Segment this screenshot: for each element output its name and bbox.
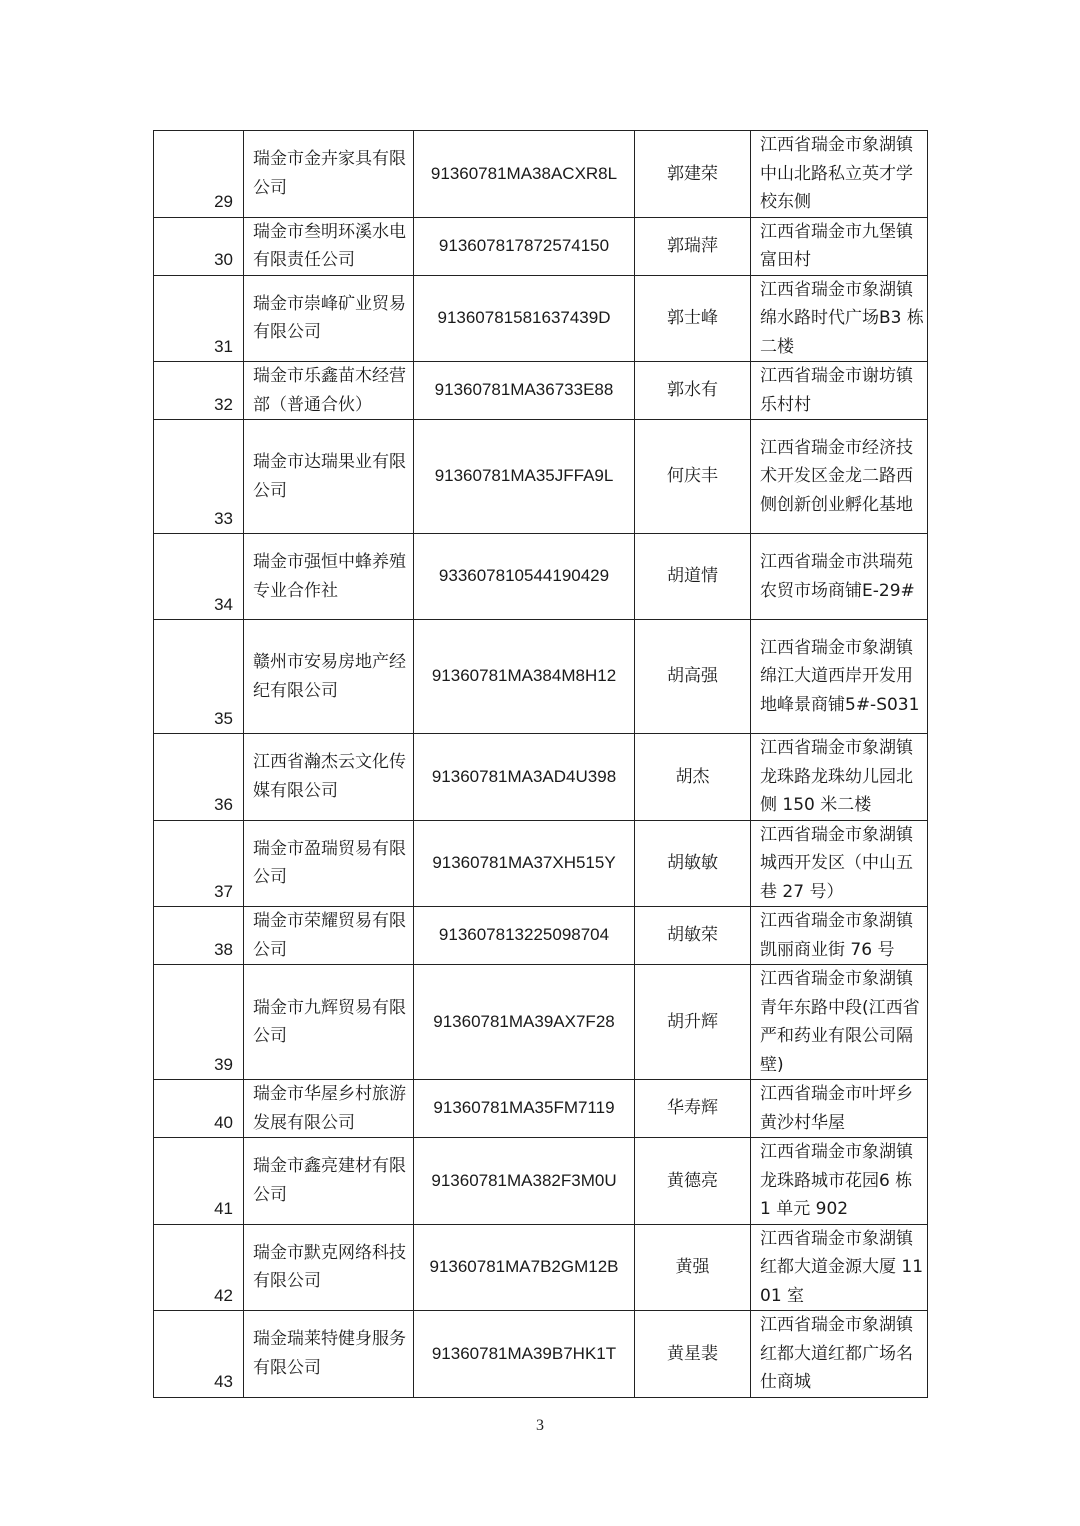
table-row bbox=[154, 534, 928, 620]
credit-code: 91360781581637439D bbox=[414, 275, 635, 362]
table-row bbox=[154, 275, 928, 362]
row-number: 35 bbox=[154, 620, 244, 734]
credit-code: 91360781MA35FM7119 bbox=[414, 1080, 635, 1138]
row-number: 29 bbox=[154, 131, 244, 218]
row-number: 34 bbox=[154, 534, 244, 620]
row-number: 33 bbox=[154, 420, 244, 534]
company-address: 江西省瑞金市象湖镇凯丽商业街 76 号 bbox=[751, 907, 928, 965]
table-row bbox=[154, 620, 928, 734]
table-row bbox=[154, 131, 928, 218]
company-name: 江西省瀚杰云文化传媒有限公司 bbox=[244, 734, 414, 821]
legal-representative: 胡敏荣 bbox=[635, 907, 751, 965]
row-number: 37 bbox=[154, 820, 244, 907]
company-name: 瑞金市盈瑞贸易有限公司 bbox=[244, 820, 414, 907]
legal-representative: 郭水有 bbox=[635, 362, 751, 420]
company-name: 瑞金市默克网络科技有限公司 bbox=[244, 1224, 414, 1311]
company-name: 瑞金市华屋乡村旅游发展有限公司 bbox=[244, 1080, 414, 1138]
company-name: 瑞金市崇峰矿业贸易有限公司 bbox=[244, 275, 414, 362]
credit-code: 91360781MA39B7HK1T bbox=[414, 1311, 635, 1398]
credit-code: 91360781MA384M8H12 bbox=[414, 620, 635, 734]
company-address: 江西省瑞金市谢坊镇乐村村 bbox=[751, 362, 928, 420]
company-name: 瑞金市鑫亮建材有限公司 bbox=[244, 1138, 414, 1225]
company-address: 江西省瑞金市经济技术开发区金龙二路西侧创新创业孵化基地 bbox=[751, 420, 928, 534]
company-name: 瑞金瑞莱特健身服务有限公司 bbox=[244, 1311, 414, 1398]
credit-code: 913607813225098704 bbox=[414, 907, 635, 965]
legal-representative: 胡道情 bbox=[635, 534, 751, 620]
legal-representative: 郭瑞萍 bbox=[635, 217, 751, 275]
table-row bbox=[154, 907, 928, 965]
company-address: 江西省瑞金市洪瑞苑农贸市场商铺E-29# bbox=[751, 534, 928, 620]
company-address: 江西省瑞金市象湖镇中山北路私立英才学校东侧 bbox=[751, 131, 928, 218]
credit-code: 91360781MA382F3M0U bbox=[414, 1138, 635, 1225]
legal-representative: 黄星裴 bbox=[635, 1311, 751, 1398]
row-number: 30 bbox=[154, 217, 244, 275]
table-row bbox=[154, 362, 928, 420]
row-number: 32 bbox=[154, 362, 244, 420]
company-name: 瑞金市乐鑫苗木经营部（普通合伙） bbox=[244, 362, 414, 420]
credit-code: 91360781MA39AX7F28 bbox=[414, 965, 635, 1080]
legal-representative: 郭士峰 bbox=[635, 275, 751, 362]
row-number: 41 bbox=[154, 1138, 244, 1225]
company-name: 瑞金市叁明环溪水电有限责任公司 bbox=[244, 217, 414, 275]
row-number: 36 bbox=[154, 734, 244, 821]
credit-code: 913607817872574150 bbox=[414, 217, 635, 275]
row-number: 31 bbox=[154, 275, 244, 362]
company-address: 江西省瑞金市九堡镇富田村 bbox=[751, 217, 928, 275]
row-number: 38 bbox=[154, 907, 244, 965]
company-address: 江西省瑞金市叶坪乡黄沙村华屋 bbox=[751, 1080, 928, 1138]
legal-representative: 胡升辉 bbox=[635, 965, 751, 1080]
table-row bbox=[154, 1080, 928, 1138]
table-row bbox=[154, 1311, 928, 1398]
credit-code: 91360781MA37XH515Y bbox=[414, 820, 635, 907]
row-number: 42 bbox=[154, 1224, 244, 1311]
company-address: 江西省瑞金市象湖镇龙珠路城市花园6 栋 1 单元 902 bbox=[751, 1138, 928, 1225]
credit-code: 91360781MA38ACXR8L bbox=[414, 131, 635, 218]
company-name: 瑞金市荣耀贸易有限公司 bbox=[244, 907, 414, 965]
credit-code: 91360781MA3AD4U398 bbox=[414, 734, 635, 821]
company-address: 江西省瑞金市象湖镇红都大道红都广场名仕商城 bbox=[751, 1311, 928, 1398]
company-name: 瑞金市强恒中蜂养殖专业合作社 bbox=[244, 534, 414, 620]
row-number: 40 bbox=[154, 1080, 244, 1138]
legal-representative: 郭建荣 bbox=[635, 131, 751, 218]
table-row bbox=[154, 420, 928, 534]
row-number: 43 bbox=[154, 1311, 244, 1398]
company-name: 瑞金市金卉家具有限公司 bbox=[244, 131, 414, 218]
table-row bbox=[154, 820, 928, 907]
company-address: 江西省瑞金市象湖镇绵江大道西岸开发用地峰景商铺5#-S031 bbox=[751, 620, 928, 734]
legal-representative: 黄强 bbox=[635, 1224, 751, 1311]
company-address: 江西省瑞金市象湖镇绵水路时代广场B3 栋二楼 bbox=[751, 275, 928, 362]
credit-code: 91360781MA35JFFA9L bbox=[414, 420, 635, 534]
company-address: 江西省瑞金市象湖镇城西开发区（中山五巷 27 号） bbox=[751, 820, 928, 907]
legal-representative: 何庆丰 bbox=[635, 420, 751, 534]
table-row bbox=[154, 217, 928, 275]
legal-representative: 华寿辉 bbox=[635, 1080, 751, 1138]
credit-code: 91360781MA7B2GM12B bbox=[414, 1224, 635, 1311]
legal-representative: 胡敏敏 bbox=[635, 820, 751, 907]
table-row bbox=[154, 1224, 928, 1311]
company-address: 江西省瑞金市象湖镇龙珠路龙珠幼儿园北侧 150 米二楼 bbox=[751, 734, 928, 821]
table-row bbox=[154, 734, 928, 821]
company-name: 瑞金市达瑞果业有限公司 bbox=[244, 420, 414, 534]
company-address: 江西省瑞金市象湖镇红都大道金源大厦 1101 室 bbox=[751, 1224, 928, 1311]
company-name: 瑞金市九辉贸易有限公司 bbox=[244, 965, 414, 1080]
credit-code: 933607810544190429 bbox=[414, 534, 635, 620]
company-name: 赣州市安易房地产经纪有限公司 bbox=[244, 620, 414, 734]
company-address: 江西省瑞金市象湖镇青年东路中段(江西省严和药业有限公司隔壁) bbox=[751, 965, 928, 1080]
legal-representative: 胡高强 bbox=[635, 620, 751, 734]
credit-code: 91360781MA36733E88 bbox=[414, 362, 635, 420]
legal-representative: 黄德亮 bbox=[635, 1138, 751, 1225]
legal-representative: 胡杰 bbox=[635, 734, 751, 821]
row-number: 39 bbox=[154, 965, 244, 1080]
table-row bbox=[154, 1138, 928, 1225]
company-table bbox=[153, 130, 928, 1398]
table-row bbox=[154, 965, 928, 1080]
page-number: 3 bbox=[536, 1417, 544, 1434]
